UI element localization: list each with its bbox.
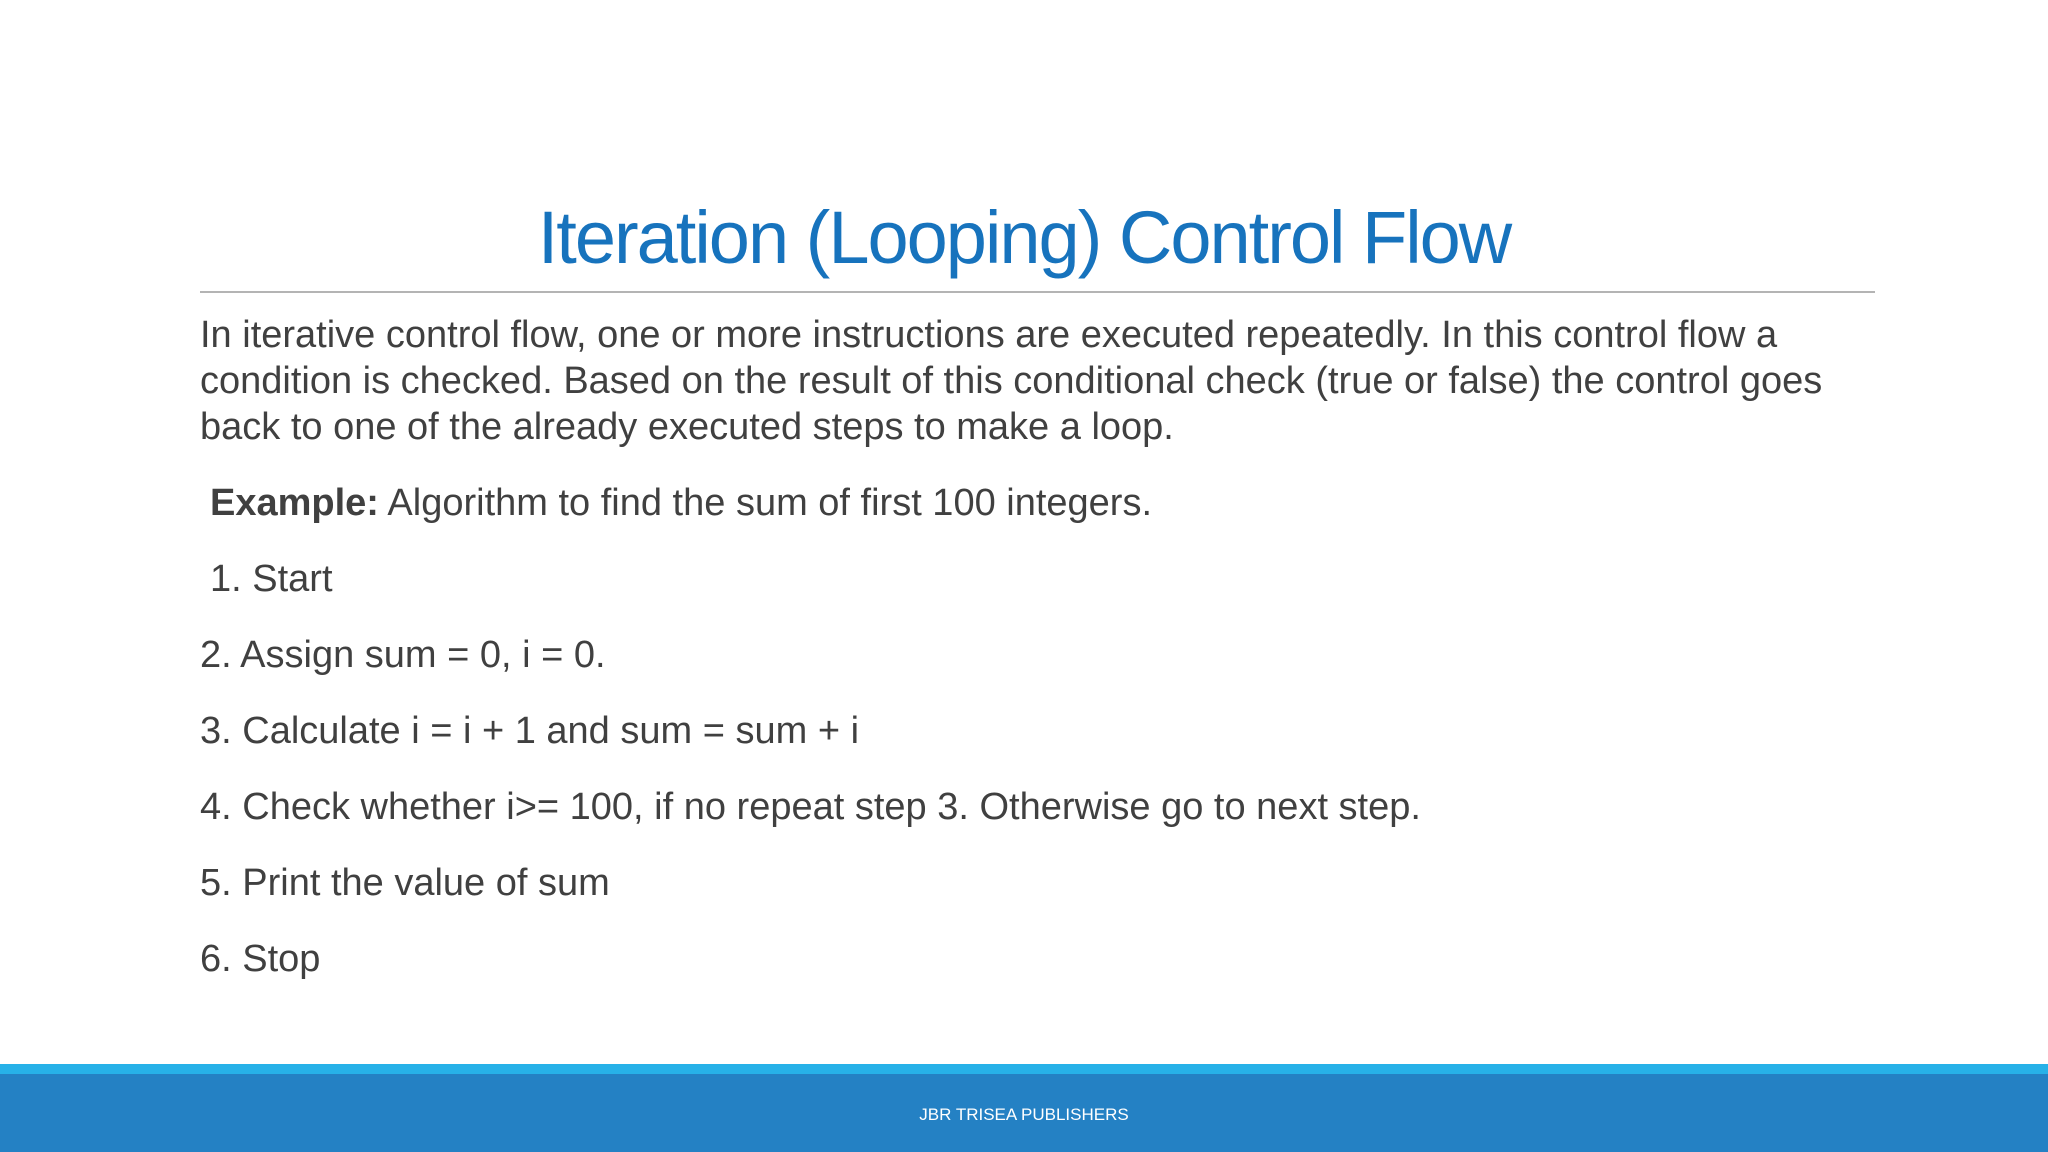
algorithm-step: 5. Print the value of sum <box>200 862 610 904</box>
example-label: Example: <box>210 482 379 524</box>
slide-body <box>200 312 1880 982</box>
footer-accent-stripe <box>0 1064 2048 1074</box>
slide-title: Iteration (Looping) Control Flow <box>537 196 1511 279</box>
algorithm-step: 1. Start <box>210 558 333 600</box>
intro-paragraph: In iterative control flow, one or more instructions are executed repeatedly. In this control flow a condition is checked. Based on the result of this conditional check (true or false) the control goes back to one of the already executed steps to make a loop. <box>200 314 1823 448</box>
footer-publisher: JBR TRISEA PUBLISHERS <box>919 1105 1129 1124</box>
algorithm-step: 6. Stop <box>200 938 321 980</box>
algorithm-step: 2. Assign sum = 0, i = 0. <box>200 634 606 676</box>
algorithm-step: 4. Check whether i>= 100, if no repeat step 3. Otherwise go to next step. <box>200 786 1421 828</box>
example-text: Algorithm to find the sum of first 100 integers. <box>378 482 1153 524</box>
algorithm-step: 3. Calculate i = i + 1 and sum = sum + i <box>200 710 860 752</box>
example-line <box>210 480 1880 526</box>
title-divider <box>200 291 1875 293</box>
